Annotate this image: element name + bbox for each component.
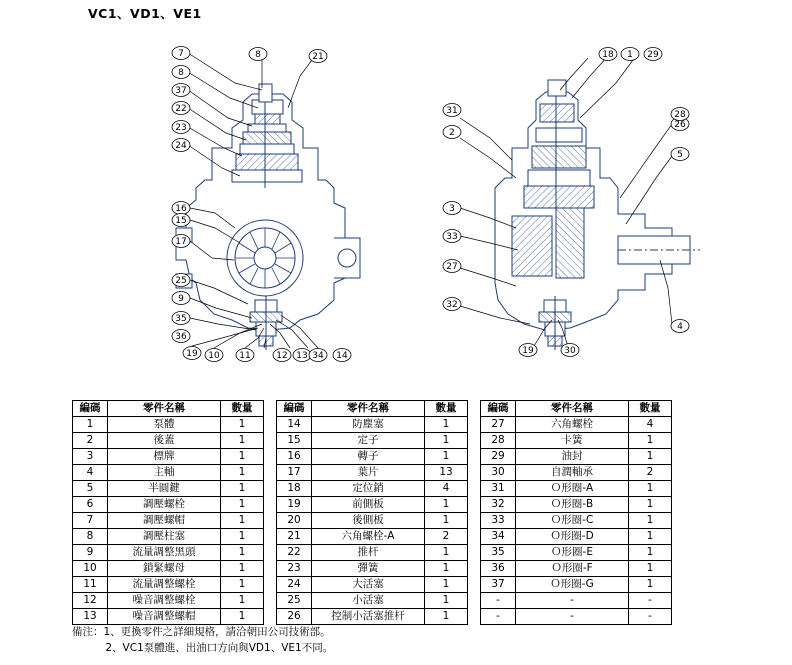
- cell-qty: 4: [629, 417, 672, 433]
- cell-qty: 1: [425, 497, 468, 513]
- cell-no: 20: [277, 513, 312, 529]
- svg-text:34: 34: [312, 351, 324, 361]
- table-header-row: [73, 401, 264, 417]
- cell-name: 鎖緊螺母: [108, 561, 221, 577]
- parts-table-2: [276, 400, 468, 625]
- footnotes: [72, 624, 333, 656]
- header-no: 編碼: [73, 401, 108, 417]
- cell-name: 噪音調整螺帽: [108, 609, 221, 625]
- table-row: [277, 433, 468, 449]
- cell-qty: 1: [425, 561, 468, 577]
- cell-no: 2: [73, 433, 108, 449]
- cell-qty: 1: [425, 417, 468, 433]
- cell-qty: 1: [425, 577, 468, 593]
- table-row: [277, 545, 468, 561]
- page-title: VC1、VD1、VE1: [88, 6, 202, 21]
- cell-name: 定子: [312, 433, 425, 449]
- table-row: [73, 609, 264, 625]
- cell-name: Ｏ形圈-E: [516, 545, 629, 561]
- cell-no: 7: [73, 513, 108, 529]
- cell-no: 27: [481, 417, 516, 433]
- cell-qty: 4: [425, 481, 468, 497]
- cell-name: 自潤軸承: [516, 465, 629, 481]
- svg-text:23: 23: [175, 123, 187, 133]
- cell-qty: 2: [425, 529, 468, 545]
- cell-qty: 1: [221, 545, 264, 561]
- table-row: [277, 513, 468, 529]
- cell-qty: 1: [425, 449, 468, 465]
- cell-no: 15: [277, 433, 312, 449]
- cell-no: 37: [481, 577, 516, 593]
- cell-name: 泵體: [108, 417, 221, 433]
- cell-name: 半圓鍵: [108, 481, 221, 497]
- svg-text:31: 31: [446, 106, 458, 116]
- cell-qty: 1: [629, 449, 672, 465]
- table-row: [73, 465, 264, 481]
- cell-qty: 1: [221, 609, 264, 625]
- table-row: [73, 561, 264, 577]
- table-row: [277, 577, 468, 593]
- svg-text:13: 13: [296, 351, 308, 361]
- cell-name: 流量調整螺栓: [108, 577, 221, 593]
- cell-qty: 1: [221, 577, 264, 593]
- cell-no: 9: [73, 545, 108, 561]
- cell-name: 後側板: [312, 513, 425, 529]
- svg-text:8: 8: [255, 50, 261, 60]
- table-row: [277, 609, 468, 625]
- cell-qty: -: [629, 593, 672, 609]
- table-row: [73, 497, 264, 513]
- svg-text:12: 12: [276, 351, 288, 361]
- svg-text:37: 37: [175, 86, 187, 96]
- cell-no: 36: [481, 561, 516, 577]
- cell-name: 調壓螺栓: [108, 497, 221, 513]
- cell-no: 22: [277, 545, 312, 561]
- cell-no: 23: [277, 561, 312, 577]
- svg-text:30: 30: [564, 346, 576, 356]
- cell-qty: 1: [221, 497, 264, 513]
- cell-no: -: [481, 609, 516, 625]
- cell-name: 後蓋: [108, 433, 221, 449]
- cell-name: 調壓柱塞: [108, 529, 221, 545]
- cell-no: 6: [73, 497, 108, 513]
- header-no: 編碼: [481, 401, 516, 417]
- cell-qty: 1: [221, 513, 264, 529]
- table-row: [277, 497, 468, 513]
- header-qty: 數量: [629, 401, 672, 417]
- cell-name: Ｏ形圈-B: [516, 497, 629, 513]
- table-row: [73, 417, 264, 433]
- table-row: [481, 417, 672, 433]
- table-row: [481, 609, 672, 625]
- cell-qty: 1: [629, 545, 672, 561]
- table-row: [73, 481, 264, 497]
- cell-name: 標牌: [108, 449, 221, 465]
- cell-qty: 1: [629, 481, 672, 497]
- cell-name: 前側板: [312, 497, 425, 513]
- table-row: [73, 577, 264, 593]
- svg-text:25: 25: [175, 276, 187, 286]
- svg-text:19: 19: [186, 349, 198, 359]
- table-row: [73, 513, 264, 529]
- table-row: [481, 545, 672, 561]
- svg-text:14: 14: [336, 351, 348, 361]
- table-header-row: [277, 401, 468, 417]
- cell-qty: 1: [425, 433, 468, 449]
- cell-qty: 1: [629, 433, 672, 449]
- svg-text:1: 1: [627, 50, 633, 60]
- cell-qty: 1: [629, 577, 672, 593]
- header-name: 零件名稱: [312, 401, 425, 417]
- cell-no: 13: [73, 609, 108, 625]
- svg-text:10: 10: [208, 351, 220, 361]
- table-row: [481, 497, 672, 513]
- cell-name: 主軸: [108, 465, 221, 481]
- cell-name: 定位銷: [312, 481, 425, 497]
- cell-no: 32: [481, 497, 516, 513]
- svg-text:4: 4: [677, 322, 683, 332]
- table-row: [277, 481, 468, 497]
- svg-text:8: 8: [178, 68, 184, 78]
- svg-text:36: 36: [175, 332, 187, 342]
- svg-text:16: 16: [175, 204, 187, 214]
- cell-no: 17: [277, 465, 312, 481]
- cell-no: 1: [73, 417, 108, 433]
- cell-no: 5: [73, 481, 108, 497]
- header-qty: 數量: [425, 401, 468, 417]
- cell-name: 轉子: [312, 449, 425, 465]
- svg-text:28: 28: [674, 110, 686, 120]
- cell-no: 31: [481, 481, 516, 497]
- table-row: [73, 433, 264, 449]
- cell-qty: 1: [425, 545, 468, 561]
- svg-text:5: 5: [677, 150, 683, 160]
- table-row: [481, 449, 672, 465]
- header-no: 編碼: [277, 401, 312, 417]
- cell-name: Ｏ形圈-F: [516, 561, 629, 577]
- diagram-svg: [0, 28, 792, 388]
- cell-no: 33: [481, 513, 516, 529]
- table-row: [277, 529, 468, 545]
- svg-text:9: 9: [178, 294, 184, 304]
- cell-qty: 1: [221, 481, 264, 497]
- header-name: 零件名稱: [516, 401, 629, 417]
- cell-name: 防塵塞: [312, 417, 425, 433]
- svg-text:26: 26: [674, 120, 686, 130]
- cell-no: 14: [277, 417, 312, 433]
- cell-name: 小活塞: [312, 593, 425, 609]
- svg-text:7: 7: [178, 49, 184, 59]
- cell-name: Ｏ形圈-C: [516, 513, 629, 529]
- parts-table-1: [72, 400, 264, 625]
- cell-no: -: [481, 593, 516, 609]
- cell-qty: 1: [221, 593, 264, 609]
- cell-name: 葉片: [312, 465, 425, 481]
- cell-no: 30: [481, 465, 516, 481]
- cell-no: 25: [277, 593, 312, 609]
- left-pump-body: [176, 84, 360, 350]
- cell-no: 26: [277, 609, 312, 625]
- svg-text:15: 15: [175, 216, 187, 226]
- svg-text:19: 19: [522, 346, 534, 356]
- svg-text:24: 24: [175, 141, 187, 151]
- cell-qty: 1: [221, 417, 264, 433]
- svg-text:29: 29: [647, 50, 659, 60]
- exploded-diagram: [0, 28, 792, 388]
- cell-name: 推杆: [312, 545, 425, 561]
- cell-qty: 1: [221, 465, 264, 481]
- table-row: [481, 529, 672, 545]
- svg-text:18: 18: [602, 50, 614, 60]
- cell-qty: 1: [629, 513, 672, 529]
- cell-no: 11: [73, 577, 108, 593]
- cell-qty: 1: [425, 609, 468, 625]
- table-row: [277, 465, 468, 481]
- cell-no: 28: [481, 433, 516, 449]
- cell-name: 卡簧: [516, 433, 629, 449]
- svg-text:2: 2: [449, 128, 455, 138]
- cell-qty: 13: [425, 465, 468, 481]
- cell-qty: 1: [221, 561, 264, 577]
- cell-no: 10: [73, 561, 108, 577]
- parts-table-3: [480, 400, 672, 625]
- table-row: [277, 449, 468, 465]
- table-row: [277, 593, 468, 609]
- table-row: [481, 593, 672, 609]
- cell-qty: 1: [629, 497, 672, 513]
- cell-qty: 1: [629, 561, 672, 577]
- table-row: [481, 465, 672, 481]
- cell-qty: 1: [629, 529, 672, 545]
- cell-no: 18: [277, 481, 312, 497]
- table-row: [73, 545, 264, 561]
- cell-no: 34: [481, 529, 516, 545]
- svg-text:33: 33: [446, 232, 458, 242]
- cell-name: 控制小活塞推杆: [312, 609, 425, 625]
- footnote-line-1: 備注：1、更換零件之詳細規格，請洽朝田公司技術部。: [72, 626, 331, 638]
- table-row: [481, 481, 672, 497]
- parts-tables: [0, 400, 792, 625]
- table-row: [73, 449, 264, 465]
- table-row: [481, 513, 672, 529]
- cell-no: 19: [277, 497, 312, 513]
- table-row: [481, 577, 672, 593]
- svg-text:35: 35: [175, 314, 187, 324]
- cell-qty: 1: [425, 593, 468, 609]
- svg-text:3: 3: [449, 204, 455, 214]
- cell-no: 24: [277, 577, 312, 593]
- cell-qty: -: [629, 609, 672, 625]
- cell-name: -: [516, 593, 629, 609]
- footnote-line-2: 2、VC1泵體進、出油口方向與VD1、VE1不同。: [72, 642, 334, 654]
- header-name: 零件名稱: [108, 401, 221, 417]
- table-row: [73, 593, 264, 609]
- cell-name: -: [516, 609, 629, 625]
- cell-no: 3: [73, 449, 108, 465]
- cell-qty: 1: [221, 433, 264, 449]
- svg-text:17: 17: [175, 237, 187, 247]
- cell-no: 21: [277, 529, 312, 545]
- right-pump-section: [495, 80, 700, 350]
- table-header-row: [481, 401, 672, 417]
- svg-text:11: 11: [239, 351, 251, 361]
- table-row: [481, 433, 672, 449]
- svg-text:21: 21: [312, 52, 324, 62]
- cell-name: 大活塞: [312, 577, 425, 593]
- header-qty: 數量: [221, 401, 264, 417]
- cell-name: 油封: [516, 449, 629, 465]
- cell-qty: 1: [221, 449, 264, 465]
- svg-text:22: 22: [175, 104, 187, 114]
- svg-text:27: 27: [446, 262, 458, 272]
- cell-no: 29: [481, 449, 516, 465]
- cell-name: Ｏ形圈-D: [516, 529, 629, 545]
- table-row: [277, 417, 468, 433]
- cell-no: 4: [73, 465, 108, 481]
- cell-name: Ｏ形圈-A: [516, 481, 629, 497]
- cell-no: 8: [73, 529, 108, 545]
- cell-name: 噪音調整螺栓: [108, 593, 221, 609]
- cell-no: 12: [73, 593, 108, 609]
- cell-qty: 1: [221, 529, 264, 545]
- cell-name: 流量調整黑頭: [108, 545, 221, 561]
- cell-no: 16: [277, 449, 312, 465]
- cell-name: Ｏ形圈-G: [516, 577, 629, 593]
- table-row: [73, 529, 264, 545]
- cell-name: 調壓螺帽: [108, 513, 221, 529]
- cell-name: 六角螺栓: [516, 417, 629, 433]
- table-row: [277, 561, 468, 577]
- cell-name: 彈簧: [312, 561, 425, 577]
- cell-qty: 1: [425, 513, 468, 529]
- table-row: [481, 561, 672, 577]
- cell-qty: 2: [629, 465, 672, 481]
- cell-name: 六角螺栓-A: [312, 529, 425, 545]
- cell-no: 35: [481, 545, 516, 561]
- svg-text:32: 32: [446, 300, 458, 310]
